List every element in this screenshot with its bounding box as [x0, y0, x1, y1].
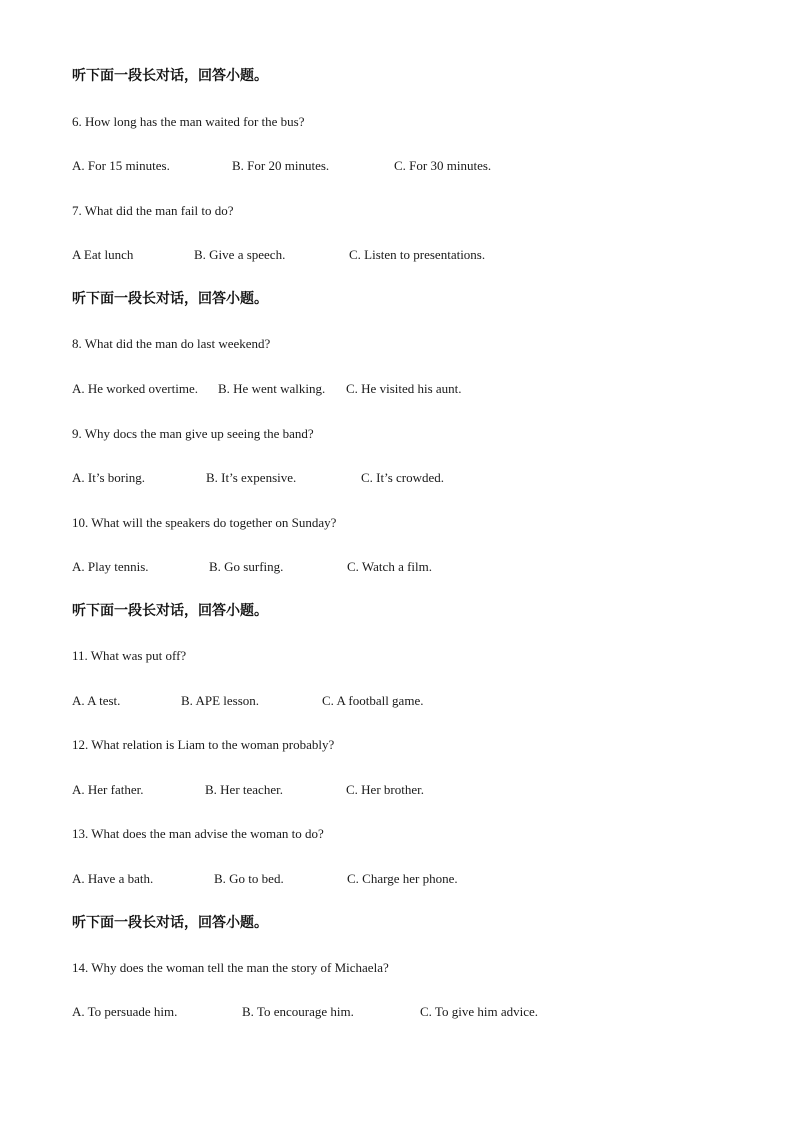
- option-a: A. To persuade him.: [72, 1004, 178, 1019]
- option-c: C. Charge her phone.: [347, 871, 458, 886]
- question-7: 7. What did the man fail to do?: [72, 203, 234, 218]
- section-heading: 听下面一段长对话，回答小题。: [72, 68, 268, 84]
- option-a: A. Have a bath.: [72, 871, 154, 886]
- option-b: B. Her teacher.: [205, 782, 283, 797]
- option-c: C. Her brother.: [346, 782, 424, 797]
- option-b: B. To encourage him.: [242, 1004, 354, 1019]
- question-14: 14. Why does the woman tell the man the story of Michaela?: [72, 960, 389, 975]
- option-c: C. He visited his aunt.: [346, 381, 462, 396]
- option-c: C. A football game.: [322, 693, 424, 708]
- option-b: B. He went walking.: [218, 381, 326, 396]
- option-b: B. It’s expensive.: [206, 470, 297, 485]
- option-a: A. A test.: [72, 693, 121, 708]
- option-b: B. Go surfing.: [209, 559, 284, 574]
- option-c: C. Listen to presentations.: [349, 247, 486, 262]
- option-a: A. For 15 minutes.: [72, 158, 170, 173]
- question-10: 10. What will the speakers do together on Sunday?: [72, 515, 337, 530]
- option-b: B. APE lesson.: [181, 693, 260, 708]
- option-c: C. For 30 minutes.: [394, 158, 492, 173]
- option-a: A. Play tennis.: [72, 559, 149, 574]
- question-8: 8. What did the man do last weekend?: [72, 336, 271, 351]
- option-c: C. It’s crowded.: [361, 470, 445, 485]
- question-11: 11. What was put off?: [72, 648, 187, 663]
- option-a: A. It’s boring.: [72, 470, 145, 485]
- option-a: A Eat lunch: [72, 247, 134, 262]
- section-heading: 听下面一段长对话，回答小题。: [72, 291, 268, 307]
- question-9: 9. Why docs the man give up seeing the band?: [72, 426, 314, 441]
- option-c: C. To give him advice.: [420, 1004, 538, 1019]
- option-b: B. Go to bed.: [214, 871, 284, 886]
- option-b: B. Give a speech.: [194, 247, 286, 262]
- option-a: A. Her father.: [72, 782, 144, 797]
- option-b: B. For 20 minutes.: [232, 158, 330, 173]
- question-6: 6. How long has the man waited for the bus?: [72, 114, 305, 129]
- section-heading: 听下面一段长对话，回答小题。: [72, 915, 268, 931]
- question-13: 13. What does the man advise the woman to do?: [72, 826, 324, 841]
- option-a: A. He worked overtime.: [72, 381, 198, 396]
- question-12: 12. What relation is Liam to the woman probably?: [72, 737, 335, 752]
- option-c: C. Watch a film.: [347, 559, 433, 574]
- section-heading: 听下面一段长对话，回答小题。: [72, 603, 268, 619]
